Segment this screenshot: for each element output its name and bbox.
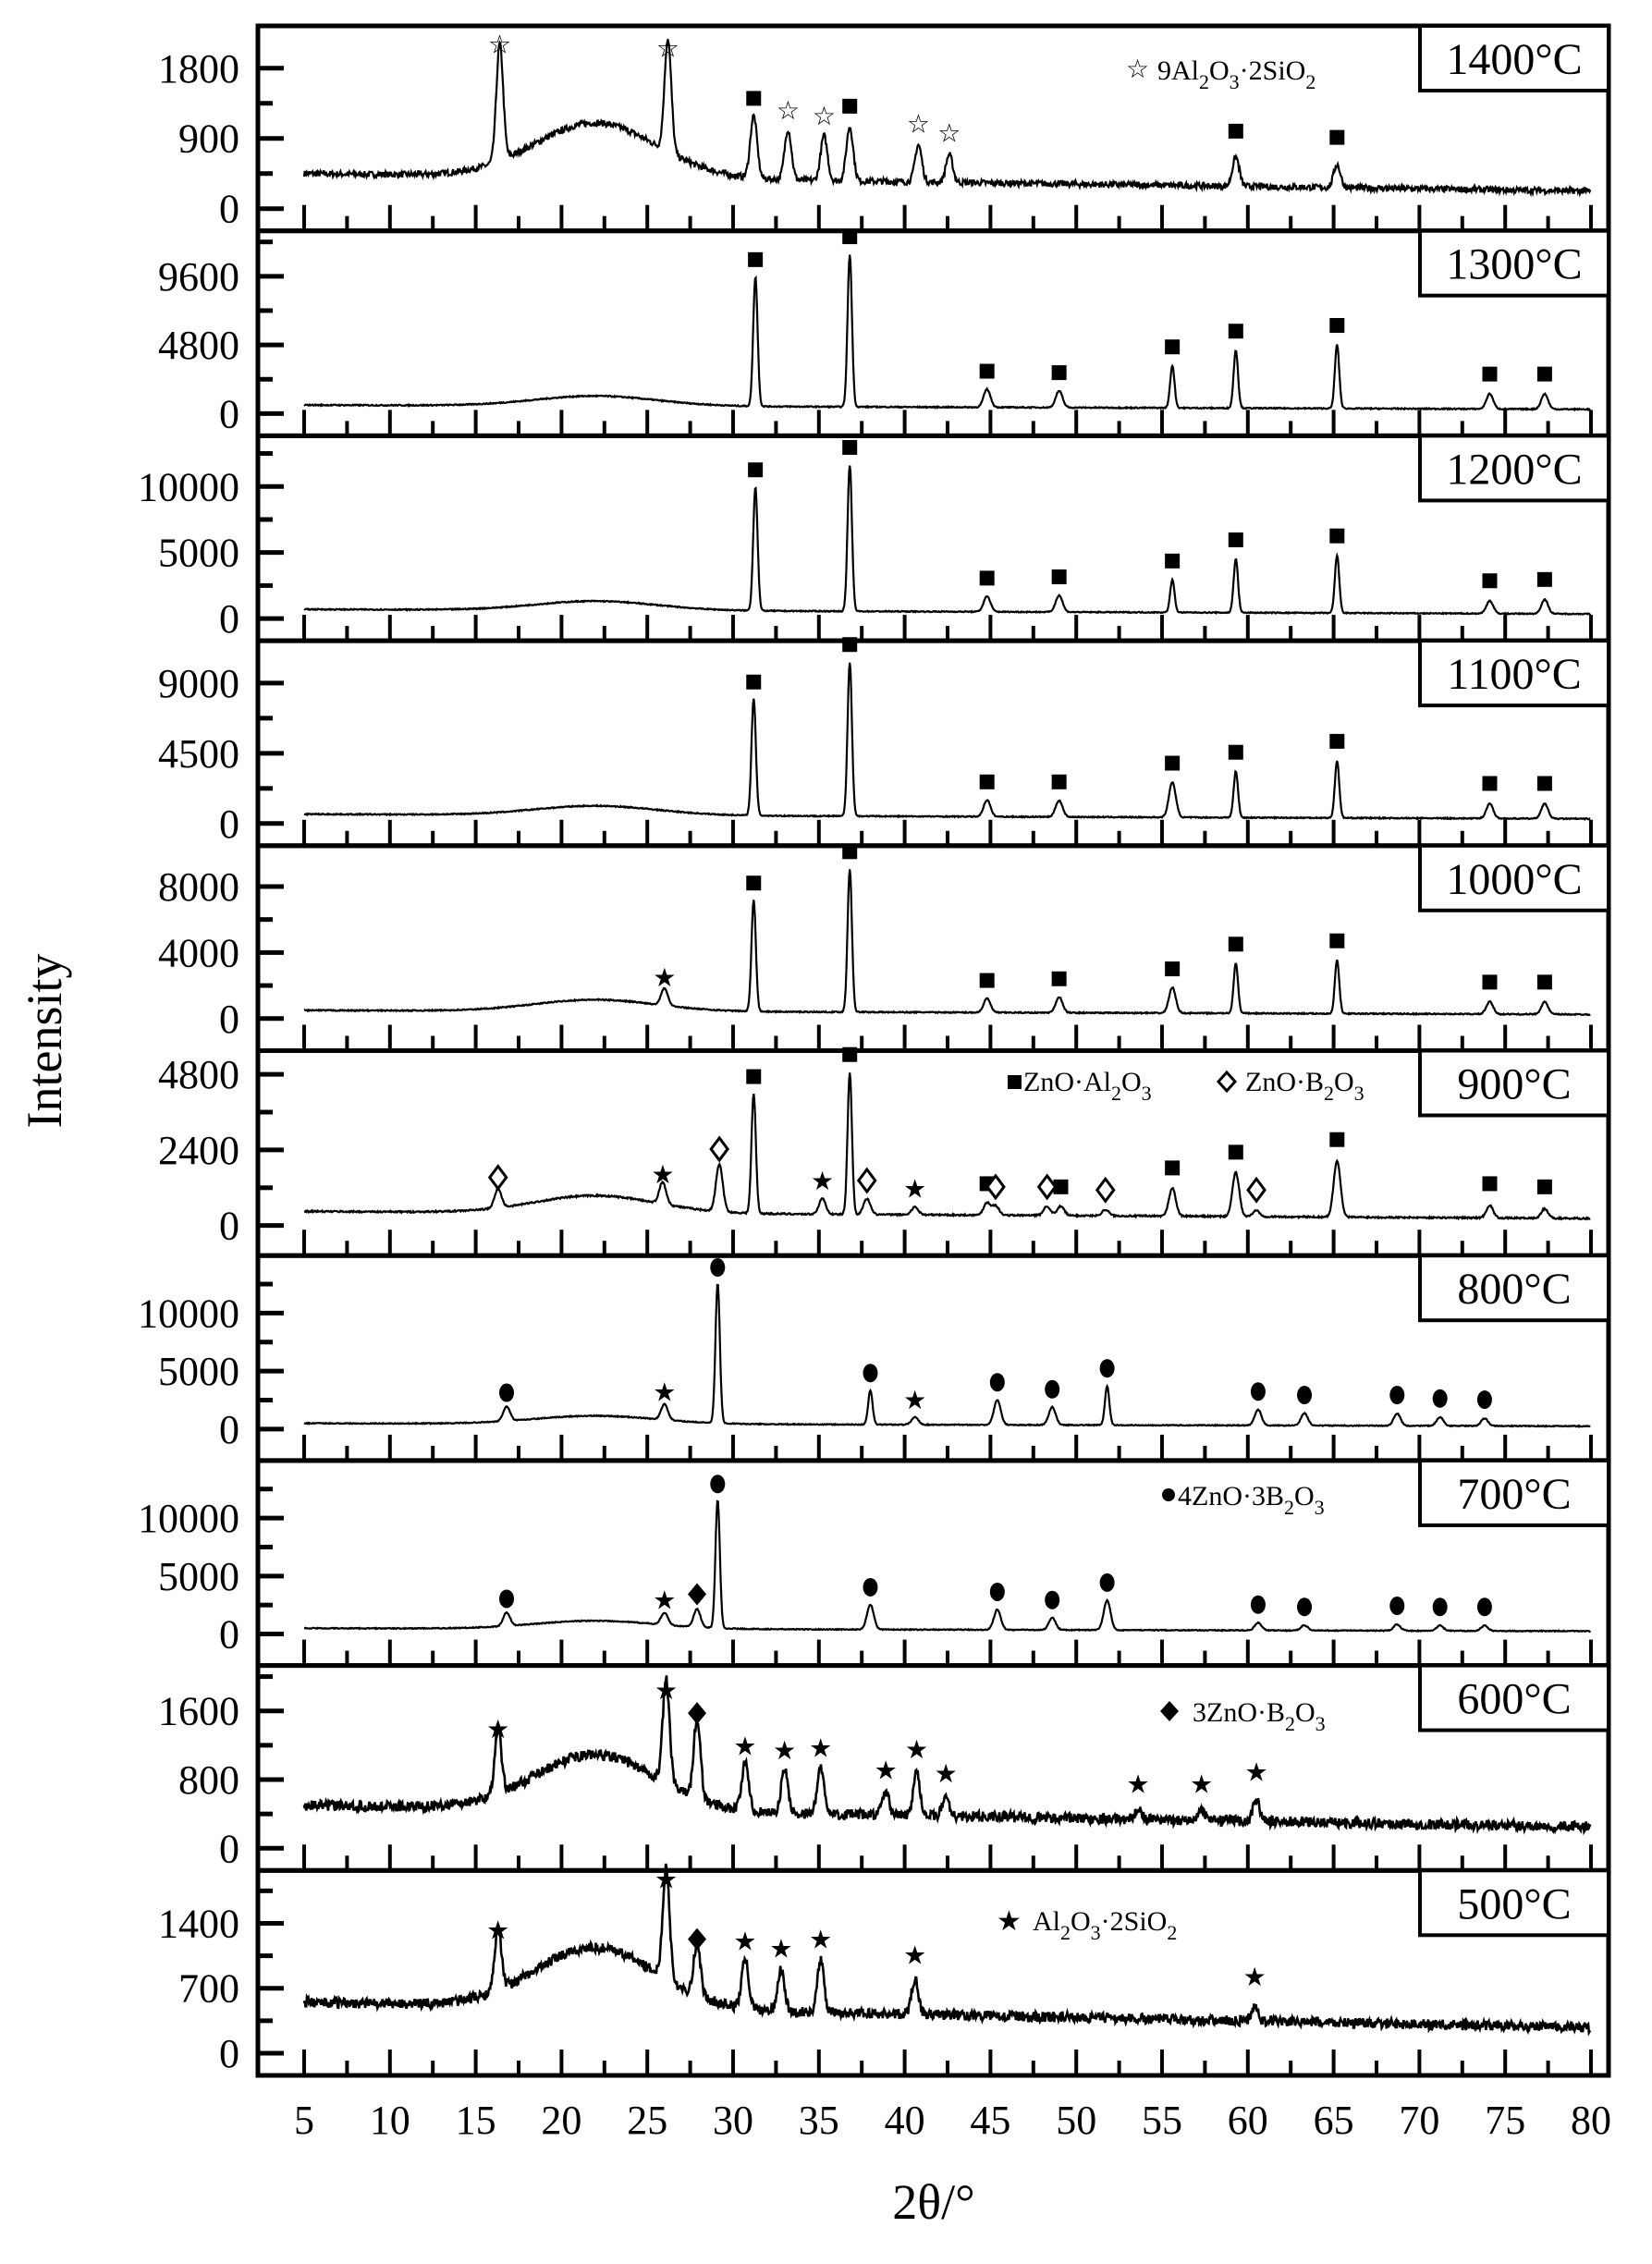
filled-square-icon: [1165, 339, 1180, 354]
filled-circle-icon: [1433, 1597, 1448, 1616]
open-diamond-icon: [1097, 1179, 1114, 1201]
filled-square-icon: [842, 844, 857, 859]
filled-star-icon: ★: [655, 1866, 679, 1895]
filled-circle-icon: [1477, 1390, 1492, 1409]
filled-circle-icon: [1297, 1597, 1312, 1616]
open-diamond-icon: [859, 1169, 875, 1192]
temperature-label: 1000°C: [1446, 854, 1583, 904]
y-tick-label: 5000: [158, 530, 239, 576]
x-tick-label: 55: [1142, 2098, 1182, 2143]
filled-square-icon: [1329, 318, 1344, 333]
svg-text:4ZnO·3B2O3: $4ZnO\cdot 3B_2O_3$: [1178, 1481, 1325, 1519]
legend-zno-al2o3: [1008, 1067, 1152, 1105]
svg-text:ZnO·B2O3: $ZnO\cdot B_2O_3$: [1245, 1067, 1364, 1105]
open-star-icon: ☆: [488, 31, 512, 60]
filled-circle-icon: [1162, 1488, 1175, 1501]
filled-circle-icon: [1100, 1573, 1115, 1592]
filled-star-icon: ★: [773, 1737, 797, 1767]
filled-square-icon: [1229, 936, 1243, 951]
xrd-pattern-line: [304, 663, 1590, 820]
filled-square-icon: [1052, 972, 1067, 986]
y-tick-label: 4500: [158, 730, 239, 777]
legend-al2o3-2sio2: [997, 1906, 1177, 1944]
y-tick-label: 9000: [158, 660, 239, 706]
filled-circle-icon: [1045, 1591, 1059, 1609]
filled-square-icon: [1329, 1132, 1344, 1147]
filled-square-icon: [1229, 324, 1243, 338]
filled-star-icon: ★: [1126, 1770, 1150, 1800]
filled-circle-icon: [710, 1475, 725, 1493]
open-diamond-icon: [490, 1167, 507, 1189]
y-tick-label: 10000: [138, 1496, 239, 1542]
filled-star-icon: ★: [903, 1175, 927, 1205]
temperature-label: 1200°C: [1446, 445, 1583, 495]
filled-square-icon: [748, 252, 763, 267]
y-tick-label: 1800: [158, 45, 239, 92]
y-tick-label: 700: [178, 1965, 239, 2012]
y-tick-label: 0: [219, 996, 239, 1042]
panel-1300c: [158, 229, 1609, 436]
y-tick-label: 5000: [158, 1553, 239, 1599]
x-tick-label: 65: [1313, 2098, 1354, 2143]
filled-square-icon: [980, 364, 995, 379]
x-tick-label: 50: [1056, 2098, 1097, 2143]
filled-square-icon: [748, 462, 763, 477]
filled-square-icon: [842, 637, 857, 652]
filled-square-icon: [746, 875, 761, 890]
open-star-icon: ☆: [812, 102, 836, 131]
svg-text:3ZnO·B2O3: $3ZnO\cdot B_2O_3$: [1193, 1697, 1326, 1735]
x-tick-label: 20: [541, 2098, 582, 2143]
svg-text:ZnO·Al2O3: $ZnO\cdot Al_2O_3$: [1023, 1067, 1152, 1105]
filled-circle-icon: [710, 1258, 725, 1277]
filled-star-icon: ★: [486, 1916, 510, 1946]
filled-square-icon: [1537, 974, 1552, 989]
y-tick-label: 4800: [158, 1052, 239, 1098]
filled-star-icon: ★: [1244, 1758, 1268, 1788]
filled-diamond-icon: [688, 1702, 706, 1724]
filled-star-icon: ★: [809, 1926, 833, 1955]
filled-circle-icon: [990, 1583, 1005, 1601]
x-tick-label: 30: [713, 2098, 753, 2143]
filled-star-icon: ★: [651, 1161, 675, 1191]
filled-square-icon: [1052, 365, 1067, 380]
legend-9al2o3-2sio2: [1126, 55, 1315, 93]
panel-1200c: [138, 435, 1609, 642]
filled-circle-icon: [1251, 1596, 1266, 1614]
panel-frame: [258, 1870, 1609, 2075]
filled-star-icon: ★: [905, 1736, 929, 1766]
filled-square-icon: [842, 440, 857, 455]
filled-circle-icon: [1100, 1359, 1115, 1377]
temperature-label: 600°C: [1457, 1674, 1572, 1724]
open-diamond-icon: [711, 1138, 728, 1160]
filled-square-icon: [1537, 572, 1552, 587]
filled-square-icon: [1537, 367, 1552, 382]
panel-frame: [258, 26, 1609, 231]
filled-square-icon: [1229, 124, 1243, 139]
open-diamond-icon: [1218, 1072, 1235, 1091]
filled-star-icon: ★: [733, 1927, 757, 1957]
panel-1400c: [158, 26, 1609, 232]
svg-text:Al2O3·2SiO2: $Al_2O_3\cdot 2SiO_2$: [1033, 1906, 1178, 1944]
open-star-icon: ☆: [776, 97, 800, 127]
svg-text:9Al2O3·2SiO2: $9Al_2O_3\cdot 2SiO_2$: [1157, 55, 1316, 93]
filled-star-icon: ★: [653, 1586, 677, 1616]
x-tick-label: 10: [369, 2098, 410, 2143]
filled-diamond-icon: [688, 1928, 706, 1951]
filled-star-icon: ★: [934, 1760, 958, 1790]
filled-square-icon: [1537, 776, 1552, 790]
temperature-label: 500°C: [1457, 1879, 1572, 1929]
temperature-label: 1100°C: [1447, 650, 1582, 700]
filled-square-icon: [1165, 961, 1180, 976]
y-tick-label: 2400: [158, 1127, 239, 1173]
open-star-icon: ☆: [655, 34, 680, 64]
panel-800c: [138, 1255, 1609, 1461]
x-tick-label: 80: [1571, 2098, 1611, 2143]
filled-square-icon: [1329, 529, 1344, 544]
open-star-icon: ☆: [1126, 55, 1150, 84]
y-tick-label: 4000: [158, 930, 239, 976]
y-tick-label: 0: [219, 1826, 239, 1872]
filled-circle-icon: [1251, 1382, 1266, 1401]
filled-star-icon: ★: [1190, 1770, 1214, 1800]
filled-circle-icon: [1477, 1597, 1492, 1616]
filled-star-icon: ★: [486, 1715, 510, 1744]
filled-square-icon: [1229, 1144, 1243, 1159]
filled-circle-icon: [1045, 1380, 1059, 1399]
x-axis-label: 2θ/°: [892, 2174, 975, 2230]
xrd-pattern-line: [304, 869, 1590, 1015]
filled-square-icon: [1052, 775, 1067, 789]
panel-500c: [158, 1864, 1609, 2076]
x-tick-label: 70: [1399, 2098, 1440, 2143]
legend-3zno-b2o3: [1160, 1697, 1326, 1735]
y-tick-label: 0: [219, 596, 239, 642]
xrd-pattern-line: [304, 466, 1590, 615]
y-tick-label: 800: [178, 1757, 239, 1804]
y-tick-label: 1400: [158, 1901, 239, 1947]
filled-star-icon: ★: [997, 1906, 1022, 1937]
open-diamond-icon: [1248, 1179, 1265, 1201]
panels-group: [138, 26, 1611, 2143]
filled-diamond-icon: [1160, 1701, 1179, 1721]
filled-star-icon: ★: [653, 964, 677, 994]
x-tick-label: 5: [294, 2098, 314, 2143]
temperature-label: 700°C: [1457, 1469, 1572, 1519]
y-tick-label: 4800: [158, 323, 239, 369]
filled-circle-icon: [1297, 1386, 1312, 1404]
temperature-label: 900°C: [1457, 1059, 1572, 1109]
filled-square-icon: [1229, 532, 1243, 547]
filled-circle-icon: [863, 1364, 877, 1382]
filled-circle-icon: [1389, 1597, 1404, 1615]
temperature-label: 1300°C: [1446, 239, 1583, 289]
filled-square-icon: [1008, 1075, 1022, 1089]
y-tick-label: 0: [219, 801, 239, 847]
xrd-pattern-line: [304, 1675, 1590, 1831]
x-tick-label: 40: [884, 2098, 925, 2143]
x-tick-label: 75: [1485, 2098, 1526, 2143]
filled-square-icon: [980, 775, 995, 789]
filled-square-icon: [980, 973, 995, 988]
legend-4zno-3b2o3: [1162, 1481, 1325, 1519]
filled-star-icon: ★: [655, 1677, 679, 1707]
filled-circle-icon: [1433, 1389, 1448, 1408]
filled-square-icon: [842, 99, 857, 114]
panel-frame: [258, 1051, 1609, 1256]
filled-square-icon: [1329, 934, 1344, 948]
panel-900c: [158, 1047, 1609, 1255]
filled-square-icon: [1537, 1180, 1552, 1194]
open-diamond-icon: [1039, 1176, 1056, 1198]
filled-square-icon: [1165, 756, 1180, 771]
panel-frame: [258, 1461, 1609, 1666]
filled-square-icon: [1165, 1160, 1180, 1175]
filled-square-icon: [1482, 1176, 1497, 1191]
filled-circle-icon: [990, 1373, 1005, 1391]
y-tick-label: 9600: [158, 253, 239, 300]
temperature-label: 1400°C: [1446, 35, 1583, 84]
temperature-label: 800°C: [1457, 1265, 1572, 1315]
filled-star-icon: ★: [874, 1756, 898, 1786]
panel-1100c: [158, 637, 1609, 847]
filled-square-icon: [746, 1070, 761, 1084]
filled-star-icon: ★: [1242, 1963, 1267, 1992]
xrd-pattern-line: [304, 1285, 1590, 1426]
filled-star-icon: ★: [903, 1941, 927, 1971]
filled-square-icon: [1482, 573, 1497, 588]
x-tick-label: 35: [798, 2098, 839, 2143]
y-tick-label: 0: [219, 391, 239, 437]
filled-diamond-icon: [688, 1583, 706, 1605]
y-tick-label: 5000: [158, 1349, 239, 1395]
y-tick-label: 0: [219, 2031, 239, 2076]
x-tick-label: 25: [627, 2098, 668, 2143]
filled-square-icon: [1482, 776, 1497, 790]
y-tick-label: 10000: [138, 1291, 239, 1337]
panel-frame: [258, 846, 1609, 1051]
x-tick-label: 45: [970, 2098, 1011, 2143]
y-axis-label: Intensity: [17, 953, 72, 1129]
x-tick-label: 60: [1227, 2098, 1268, 2143]
filled-star-icon: ★: [769, 1935, 793, 1964]
filled-square-icon: [1482, 974, 1497, 989]
filled-star-icon: ★: [809, 1734, 833, 1764]
filled-square-icon: [1165, 554, 1180, 569]
filled-square-icon: [746, 675, 761, 690]
filled-square-icon: [1229, 745, 1243, 760]
panel-700c: [138, 1461, 1609, 1666]
y-tick-label: 900: [178, 116, 239, 162]
filled-square-icon: [980, 570, 995, 585]
filled-square-icon: [1329, 734, 1344, 749]
y-tick-label: 0: [219, 186, 239, 232]
panel-1000c: [158, 844, 1609, 1050]
x-tick-label: 15: [455, 2098, 496, 2143]
filled-star-icon: ★: [903, 1387, 927, 1416]
filled-square-icon: [1329, 130, 1344, 145]
filled-circle-icon: [1389, 1386, 1404, 1404]
filled-square-icon: [1053, 1180, 1068, 1194]
filled-star-icon: ★: [810, 1168, 835, 1197]
open-star-icon: ☆: [937, 119, 961, 149]
filled-square-icon: [842, 1047, 857, 1062]
filled-star-icon: ★: [733, 1732, 757, 1762]
filled-circle-icon: [499, 1384, 514, 1402]
xrd-pattern-line: [304, 255, 1590, 410]
y-tick-label: 1600: [158, 1688, 239, 1734]
y-tick-label: 0: [219, 1406, 239, 1452]
filled-square-icon: [1482, 367, 1497, 382]
xrd-pattern-line: [304, 1072, 1590, 1218]
xrd-pattern-line: [304, 39, 1590, 193]
panel-600c: [158, 1666, 1609, 1872]
filled-star-icon: ★: [653, 1378, 677, 1408]
filled-square-icon: [842, 229, 857, 244]
open-star-icon: ☆: [906, 110, 931, 140]
y-tick-label: 8000: [158, 863, 239, 910]
filled-circle-icon: [863, 1578, 877, 1597]
xrd-pattern-line: [304, 1864, 1590, 2033]
filled-square-icon: [746, 91, 761, 105]
panel-frame: [258, 1255, 1609, 1461]
filled-square-icon: [1052, 569, 1067, 584]
legend-zno-b2o3: [1218, 1067, 1364, 1105]
filled-circle-icon: [499, 1589, 514, 1608]
y-tick-label: 0: [219, 1611, 239, 1658]
panel-frame: [258, 1666, 1609, 1871]
y-tick-label: 0: [219, 1203, 239, 1249]
y-tick-label: 10000: [138, 464, 239, 510]
